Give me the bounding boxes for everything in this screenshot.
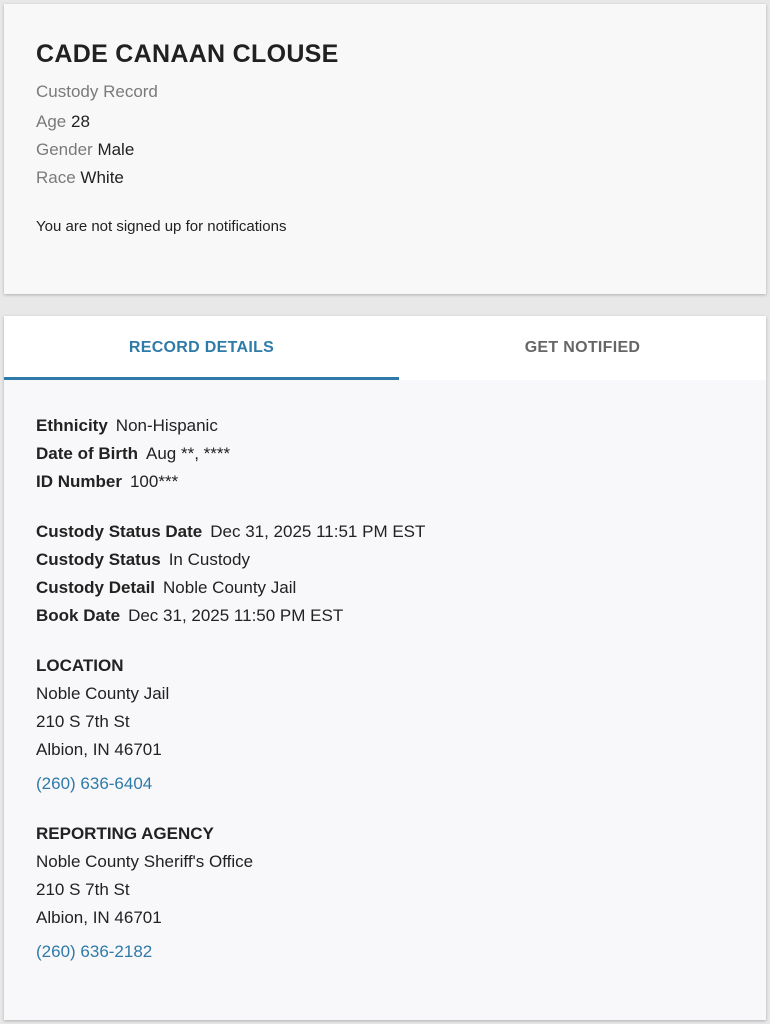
gender-value: Male — [97, 140, 135, 159]
id-number-field — [36, 472, 178, 492]
active-tab-indicator — [4, 377, 399, 380]
race-label: Race — [36, 168, 76, 187]
agency-street: 210 S 7th St — [36, 880, 130, 899]
id-number-label: ID Number — [36, 472, 122, 491]
notification-status: You are not signed up for notifications — [36, 218, 287, 235]
custody-detail-value: Noble County Jail — [163, 578, 297, 597]
agency-phone-link[interactable]: (260) 636-2182 — [36, 942, 153, 961]
book-date-label: Book Date — [36, 606, 121, 625]
book-date-field — [36, 606, 343, 626]
age-row — [36, 112, 90, 132]
custody-detail-field — [36, 578, 296, 598]
id-number-value: 100*** — [129, 472, 179, 491]
tab-bar — [4, 316, 766, 380]
dob-label: Date of Birth — [36, 444, 138, 463]
book-date-value: Dec 31, 2025 11:50 PM EST — [128, 606, 344, 625]
custody-status-date-value: Dec 31, 2025 11:51 PM EST — [210, 522, 426, 541]
agency-city: Albion, IN 46701 — [36, 908, 162, 927]
inmate-summary-card — [4, 4, 766, 294]
location-phone-link[interactable]: (260) 636-6404 — [36, 774, 153, 793]
race-value: White — [80, 168, 124, 187]
custody-status-label: Custody Status — [36, 550, 161, 569]
custody-status-field — [36, 550, 250, 570]
race-row — [36, 168, 124, 188]
agency-name: Noble County Sheriff's Office — [36, 852, 254, 871]
age-value: 28 — [70, 112, 90, 131]
gender-row — [36, 140, 134, 160]
record-type: Custody Record — [36, 82, 158, 101]
custody-status-date-field — [36, 522, 425, 542]
location-name: Noble County Jail — [36, 684, 170, 703]
ethnicity-label: Ethnicity — [36, 416, 108, 435]
custody-status-date-label: Custody Status Date — [36, 522, 203, 541]
gender-label: Gender — [36, 140, 93, 159]
inmate-name: CADE CANAAN CLOUSE — [36, 40, 339, 68]
dob-field — [36, 444, 230, 464]
location-city: Albion, IN 46701 — [36, 740, 162, 759]
tab-record-details[interactable]: RECORD DETAILS — [128, 339, 275, 356]
agency-title: REPORTING AGENCY — [36, 824, 214, 843]
location-street: 210 S 7th St — [36, 712, 130, 731]
custody-detail-label: Custody Detail — [36, 578, 156, 597]
custody-status-value: In Custody — [168, 550, 250, 569]
age-label: Age — [36, 112, 67, 131]
location-title: LOCATION — [36, 656, 124, 675]
ethnicity-field — [36, 416, 218, 436]
tab-get-notified[interactable]: GET NOTIFIED — [524, 339, 641, 356]
record-card — [4, 316, 766, 1020]
dob-value: Aug **, **** — [146, 444, 231, 463]
ethnicity-value: Non-Hispanic — [115, 416, 218, 435]
